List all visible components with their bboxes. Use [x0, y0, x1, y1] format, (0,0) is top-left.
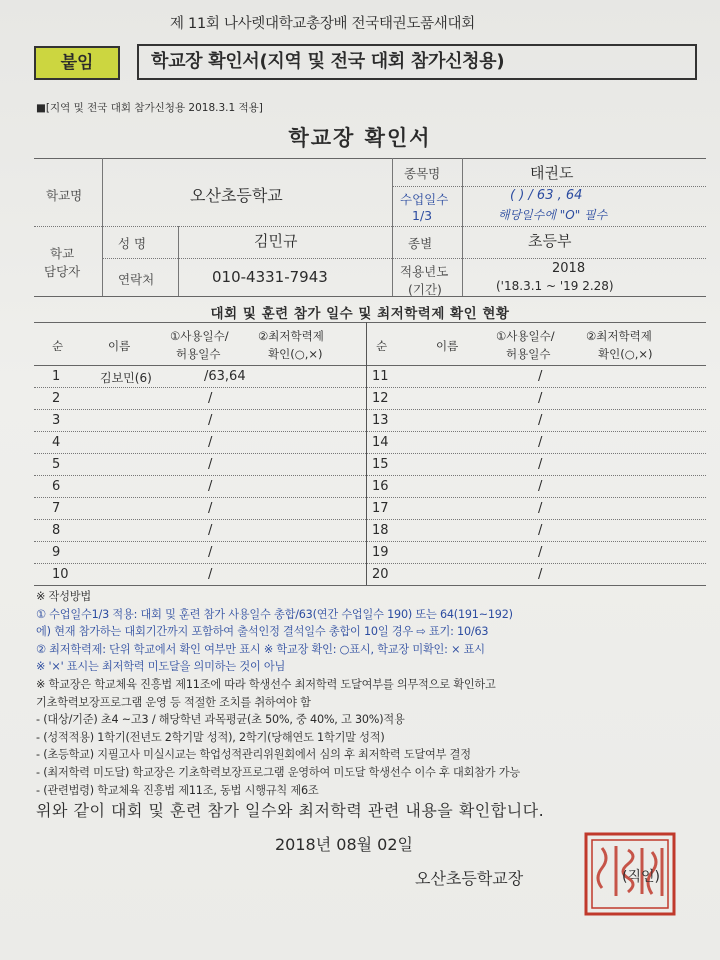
row-days: /: [208, 501, 213, 516]
contact-value: 010-4331-7943: [212, 268, 328, 286]
header-days-right-2: 허용일수: [506, 347, 551, 361]
note-line: - (최저학력 미도달) 학교장은 기초학력보장프로그램 운영하여 미도달 학생선수 이수 후 대회참가 가능: [36, 765, 520, 779]
row-number: 16: [372, 479, 389, 494]
note-line: ※ '×' 표시는 최저학력 미도달을 의미하는 것이 아님: [36, 660, 286, 674]
row-days: /: [538, 479, 543, 494]
table-header-border: [34, 365, 706, 366]
row-days: /: [208, 479, 213, 494]
year-value-period: ('18.3.1 ~ '19 2.28): [496, 279, 614, 293]
note-line: ※ 작성방법: [36, 590, 91, 603]
event-label: 종목명: [404, 166, 441, 181]
row-divider: [34, 563, 706, 564]
days-value: ( ) / 63 , 64: [510, 188, 583, 203]
row-name: 김보민(6): [100, 371, 152, 385]
row-days: /63,64: [204, 369, 246, 384]
row-divider: [34, 453, 706, 454]
info-col-line: [462, 158, 463, 296]
row-number: 2: [52, 391, 61, 406]
seal-label: (직인): [622, 869, 660, 885]
header-name-right: 이름: [436, 339, 459, 353]
issue-date: 2018년 08월 02일: [275, 835, 413, 854]
row-number: 18: [372, 523, 389, 538]
days-value-note: 해당일수에 "O" 필수: [498, 208, 608, 222]
year-label-2: (기간): [408, 282, 442, 297]
table-top-border: [34, 322, 706, 323]
name-value: 김민규: [254, 232, 298, 250]
table-bottom-border: [34, 585, 706, 586]
row-number: 4: [52, 435, 61, 450]
header-name-left: 이름: [108, 339, 131, 353]
note-line: - (초등학교) 지필고사 미실시교는 학업성적관리위원회에서 심의 후 최저학력 도달여부 결정: [36, 748, 471, 762]
row-days: /: [208, 523, 213, 538]
row-days: /: [538, 501, 543, 516]
header-min-right-2: 확인(○,×): [598, 347, 653, 361]
row-days: /: [538, 457, 543, 472]
row-days: /: [208, 391, 213, 406]
info-divider: [392, 186, 706, 187]
name-label: 성 명: [118, 236, 147, 251]
year-value: 2018: [552, 261, 586, 276]
row-divider: [34, 431, 706, 432]
row-days: /: [538, 369, 543, 384]
division-label: 종별: [408, 236, 433, 251]
note-line: - (대상/기준) 초4 ~고3 / 해당학년 과목평균(초 50%, 중 40%, 고 30%)적용: [36, 713, 405, 727]
row-days: /: [538, 567, 543, 582]
attachment-badge: 붙임: [34, 46, 120, 80]
note-line: - (성적적용) 1학기(전년도 2학기말 성적), 2학기(당해연도 1학기말 성적): [36, 730, 385, 744]
school-value: 오산초등학교: [190, 186, 283, 205]
event-value: 태권도: [530, 164, 574, 182]
form-note: ■[지역 및 전국 대회 참가신청용 2018.3.1 적용]: [36, 102, 263, 114]
row-number: 3: [52, 413, 61, 428]
row-days: /: [538, 413, 543, 428]
document-title: 학교장 확인서: [288, 126, 432, 150]
event-title: 제 11회 나사렛대학교총장배 전국태권도품새대회: [170, 16, 475, 32]
info-top-border: [34, 158, 706, 159]
row-number: 11: [372, 369, 389, 384]
row-days: /: [538, 435, 543, 450]
days-label: 수업일수: [400, 192, 449, 207]
row-days: /: [538, 545, 543, 560]
note-line: ② 최저학력제: 단위 학교에서 확인 여부만 표시 ※ 학교장 확인: ○표시, 학교장 미확인: × 표시: [36, 642, 485, 656]
school-label: 학교명: [46, 188, 83, 203]
info-col-line: [178, 226, 179, 296]
info-bottom-border: [34, 296, 706, 297]
principal-name: 오산초등학교장: [415, 869, 524, 888]
row-divider: [34, 387, 706, 388]
row-days: /: [538, 523, 543, 538]
row-number: 12: [372, 391, 389, 406]
row-days: /: [208, 413, 213, 428]
contact-label: 연락처: [118, 272, 155, 287]
confirmation-statement: 위와 같이 대회 및 훈련 참가 일수와 최저학력 관련 내용을 확인합니다.: [36, 801, 545, 820]
row-days: /: [208, 567, 213, 582]
staff-label-2: 담당자: [44, 264, 81, 279]
row-number: 5: [52, 457, 61, 472]
note-line: ① 수업일수1/3 적용: 대회 및 훈련 참가 사용일수 총합/63(연간 수업일수 190) 또는 64(191~192): [36, 607, 513, 621]
row-days: /: [208, 435, 213, 450]
row-divider: [34, 497, 706, 498]
row-number: 20: [372, 567, 389, 582]
note-line: ※ 학교장은 학교체육 진흥법 제11조에 따라 학생선수 최저학력 도달여부를 의무적으로 확인하고: [36, 677, 496, 691]
header-title: 학교장 확인서(지역 및 전국 대회 참가신청용): [137, 44, 697, 80]
row-divider: [34, 409, 706, 410]
header-days-right: ①사용일수/: [496, 329, 555, 343]
info-divider: [102, 258, 706, 259]
info-col-line: [392, 158, 393, 296]
row-divider: [34, 519, 706, 520]
header-no-right: 순: [376, 339, 388, 353]
days-label-ratio: 1/3: [412, 208, 433, 223]
row-divider: [34, 541, 706, 542]
header-days-left: ①사용일수/: [170, 329, 229, 343]
info-col-line: [102, 158, 103, 296]
row-number: 17: [372, 501, 389, 516]
header-min-left-2: 확인(○,×): [268, 347, 323, 361]
note-line: - (관련법령) 학교체육 진흥법 제11조, 동법 시행규칙 제6조: [36, 783, 319, 797]
row-divider: [34, 475, 706, 476]
row-number: 7: [52, 501, 61, 516]
row-number: 19: [372, 545, 389, 560]
table-title: 대회 및 훈련 참가 일수 및 최저학력제 확인 현황: [210, 306, 510, 322]
row-number: 14: [372, 435, 389, 450]
row-number: 10: [52, 567, 69, 582]
header-no-left: 순: [52, 339, 64, 353]
header-days-left-2: 허용일수: [176, 347, 221, 361]
row-number: 6: [52, 479, 61, 494]
row-number: 8: [52, 523, 61, 538]
row-days: /: [208, 545, 213, 560]
row-number: 15: [372, 457, 389, 472]
note-line: 기초학력보장프로그램 운영 등 적절한 조치를 취하여야 함: [36, 695, 311, 709]
row-days: /: [538, 391, 543, 406]
header-min-right: ②최저학력제: [586, 329, 652, 343]
info-divider: [34, 226, 706, 227]
row-number: 13: [372, 413, 389, 428]
header-min-left: ②최저학력제: [258, 329, 324, 343]
division-value: 초등부: [528, 232, 572, 250]
note-line: 에) 현재 참가하는 대회기간까지 포함하여 출석인정 결석일수 총합이 10일 경우 ⇨ 표기: 10/63: [36, 625, 489, 639]
row-days: /: [208, 457, 213, 472]
year-label: 적용년도: [400, 264, 449, 279]
instructions: [36, 588, 706, 799]
row-number: 9: [52, 545, 61, 560]
row-number: 1: [52, 369, 61, 384]
staff-label: 학교: [50, 246, 75, 261]
